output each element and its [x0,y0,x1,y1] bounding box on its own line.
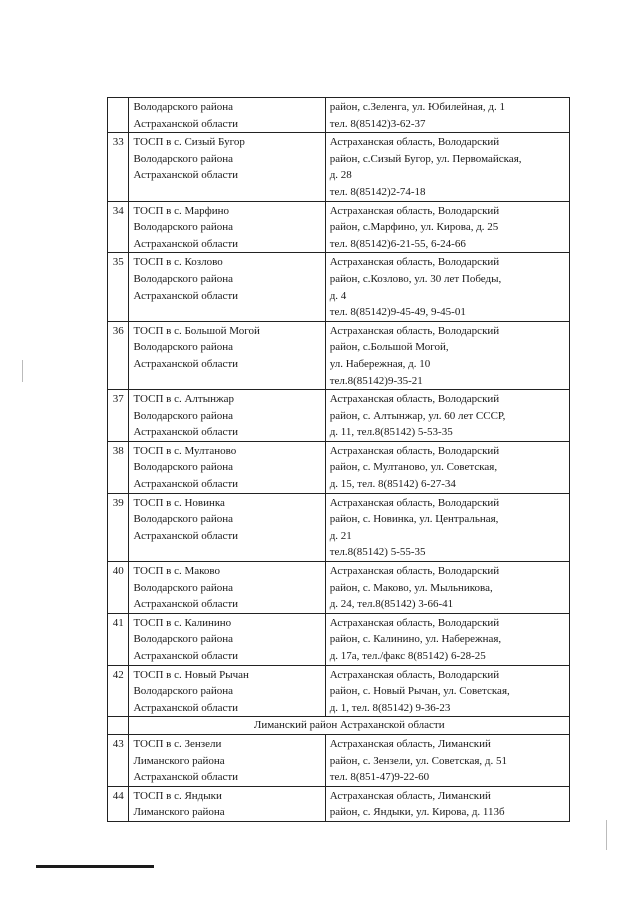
office-address-line: район, с. Зензели, ул. Советская, д. 51 [329,754,508,767]
office-name-cell [129,493,325,561]
office-address-cell [325,665,569,717]
office-address-line: район, с. Мултаново, ул. Советская, [329,461,498,474]
row-number: 41 [108,613,129,665]
office-name-line: ТОСП в с. Сизый Бугор [133,136,245,149]
office-name-cell [129,562,325,614]
table-row [108,734,570,786]
table-row [108,133,570,201]
row-number: 35 [108,253,129,321]
office-address-line: Астраханская область, Володарский [329,136,500,149]
office-name-cell [129,786,325,821]
office-address-line: ул. Набережная, д. 10 [329,357,431,370]
section-row-group [108,717,570,735]
office-address-line: д. 17а, тел./факс 8(85142) 6-28-25 [329,650,486,662]
office-name-line: Астраханской области [133,289,239,302]
office-address-line: район, с. Новинка, ул. Центральная, [329,513,499,526]
row-number [108,98,129,133]
office-address-line: Астраханская область, Володарский [329,256,500,269]
office-address-line: д. 21 [329,529,352,542]
office-address-cell [325,786,569,821]
office-name-line: ТОСП в с. Большой Могой [133,324,260,337]
scan-speck [22,360,23,382]
office-address-line: Астраханская область, Володарский [329,393,500,406]
office-address-line: Астраханская область, Лиманский [329,737,491,750]
office-address-cell [325,562,569,614]
volodarsky-rows [108,98,570,717]
office-address-line: тел. 8(85142)6-21-55, 6-24-66 [329,237,466,250]
office-address-cell [325,321,569,389]
section-num-cell [108,717,129,735]
office-name-cell [129,98,325,133]
office-name-cell [129,390,325,442]
office-name-line: ТОСП в с. Маково [133,565,221,578]
office-address-line: д. 15, тел. 8(85142) 6-27-34 [329,478,456,491]
office-name-cell [129,133,325,201]
office-name-line: ТОСП в с. Марфино [133,204,230,217]
office-name-cell [129,201,325,253]
offices-table [107,97,570,822]
section-row [108,717,570,735]
office-name-cell [129,253,325,321]
office-address-cell [325,390,569,442]
office-address-line: район, с. Калинино, ул. Набережная, [329,633,502,646]
row-number: 43 [108,734,129,786]
office-address-line: район, с.Большой Могой, [329,341,449,354]
office-address-line: д. 11, тел.8(85142) 5-53-35 [329,426,453,439]
office-name-line: Володарского района [133,272,233,285]
table-row [108,321,570,389]
row-number: 34 [108,201,129,253]
row-number: 40 [108,562,129,614]
row-number: 33 [108,133,129,201]
office-name-line: Астраханской области [133,169,239,182]
office-address-line: тел.8(85142)9-35-21 [329,374,423,387]
row-number: 39 [108,493,129,561]
office-address-line: д. 24, тел.8(85142) 3-66-41 [329,598,454,611]
office-address-cell [325,613,569,665]
office-name-line: ТОСП в с. Новинка [133,496,225,509]
office-address-cell [325,133,569,201]
row-number: 38 [108,441,129,493]
row-number: 44 [108,786,129,821]
office-address-cell [325,493,569,561]
office-address-line: тел. 8(85142)3-62-37 [329,117,426,130]
office-address-line: Астраханская область, Лиманский [329,789,491,802]
office-address-cell [325,98,569,133]
office-name-line: Астраханской области [133,701,239,714]
office-name-line: ТОСП в с. Новый Рычан [133,668,249,681]
table-row [108,562,570,614]
office-address-line: район, с.Сизый Бугор, ул. Первомайская, [329,152,522,165]
office-name-line: Володарского района [133,633,233,646]
office-name-line: Астраханской области [133,237,239,250]
office-name-line: Лиманского района [133,806,225,819]
office-address-line: Астраханская область, Володарский [329,204,500,217]
office-address-line: район, с.Зеленга, ул. Юбилейная, д. 1 [329,101,505,113]
office-name-line: Астраханской области [133,771,239,784]
table-row [108,98,570,133]
table-row [108,390,570,442]
office-address-line: Астраханская область, Володарский [329,444,500,457]
office-address-line: д. 4 [329,289,347,302]
office-name-line: Володарского района [133,581,233,594]
office-name-line: Астраханской области [133,598,239,611]
table-row [108,201,570,253]
office-address-line: район, с.Козлово, ул. 30 лет Победы, [329,272,502,285]
row-number: 36 [108,321,129,389]
office-address-line: Астраханская область, Володарский [329,324,500,337]
office-name-line: Володарского района [133,513,233,526]
office-name-line: Астраханской области [133,478,239,491]
bottom-rule [36,865,154,868]
office-address-line: Астраханская область, Володарский [329,668,500,681]
office-name-line: Лиманского района [133,754,225,767]
office-address-line: район, с. Новый Рычан, ул. Советская, [329,685,510,698]
office-name-line: Володарского района [133,341,233,354]
table-row [108,786,570,821]
office-name-line: ТОСП в с. Калинино [133,616,232,629]
office-name-cell [129,321,325,389]
office-address-line: тел. 8(851-47)9-22-60 [329,771,430,784]
office-name-line: ТОСП в с. Зензели [133,737,222,750]
office-address-line: тел.8(85142) 5-55-35 [329,546,426,559]
scan-speck [606,820,607,850]
office-name-line: Астраханской области [133,357,239,370]
office-address-cell [325,201,569,253]
office-address-line: Астраханская область, Володарский [329,565,500,578]
office-name-line: Астраханской области [133,529,239,542]
office-address-line: д. 28 [329,169,352,182]
office-name-line: Володарского района [133,685,233,698]
office-name-line: ТОСП в с. Мултаново [133,444,237,457]
office-name-line: Астраханской области [133,426,239,439]
office-name-line: Володарского района [133,152,233,165]
office-name-line: Володарского района [133,101,233,113]
office-name-line: Володарского района [133,409,233,422]
office-address-cell [325,441,569,493]
office-name-cell [129,441,325,493]
office-address-line: д. 1, тел. 8(85142) 9-36-23 [329,701,451,714]
office-name-cell [129,665,325,717]
row-number: 42 [108,665,129,717]
table-row [108,493,570,561]
office-address-line: район, с.Марфино, ул. Кирова, д. 25 [329,221,499,234]
office-name-line: Володарского района [133,221,233,234]
office-name-cell [129,734,325,786]
office-address-cell [325,253,569,321]
office-name-line: Астраханской области [133,117,239,130]
office-address-line: район, с. Алтынжар, ул. 60 лет СССР, [329,409,506,422]
office-name-line: Астраханской области [133,650,239,662]
office-address-line: район, с. Яндыки, ул. Кирова, д. 113б [329,806,505,819]
office-address-cell [325,734,569,786]
office-address-line: тел. 8(85142)9-45-49, 9-45-01 [329,306,466,319]
table-row [108,613,570,665]
section-title: Лиманский район Астраханской области [129,717,570,735]
office-address-line: Астраханская область, Володарский [329,616,500,629]
office-address-line: тел. 8(85142)2-74-18 [329,185,426,198]
table-row [108,441,570,493]
office-address-line: Астраханская область, Володарский [329,496,500,509]
table-row [108,665,570,717]
office-name-line: ТОСП в с. Алтынжар [133,393,234,406]
limansky-rows [108,734,570,821]
table-row [108,253,570,321]
office-name-line: ТОСП в с. Козлово [133,256,223,269]
office-name-line: ТОСП в с. Яндыки [133,789,222,802]
row-number: 37 [108,390,129,442]
office-name-line: Володарского района [133,461,233,474]
office-name-cell [129,613,325,665]
office-address-line: район, с. Маково, ул. Мыльникова, [329,581,493,594]
